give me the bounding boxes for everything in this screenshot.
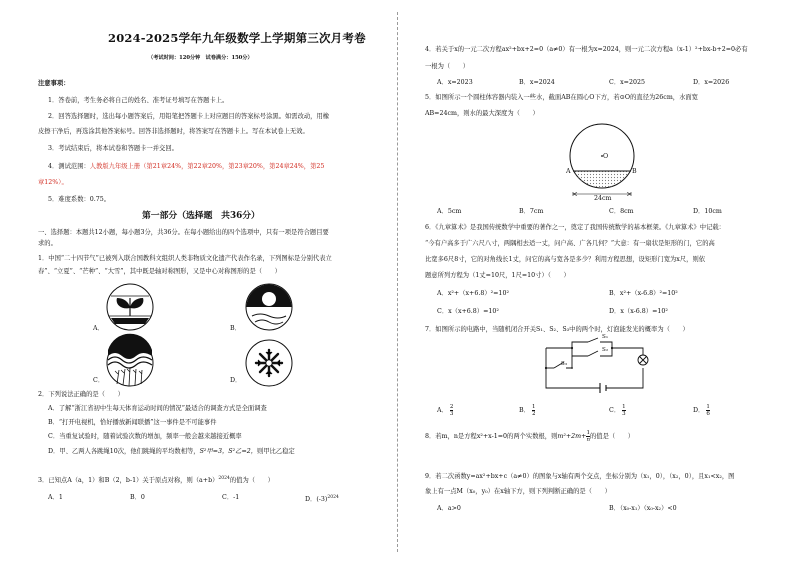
q5-circle-figure — [562, 122, 642, 202]
q2-option-d-post: 则甲比乙稳定 — [257, 448, 295, 455]
q7-option-d-fraction — [706, 404, 710, 417]
q7-option-a-num: 2 — [449, 404, 454, 410]
q7-option-c-num: 1 — [622, 404, 626, 410]
q1-option-d: D． — [230, 377, 242, 384]
note-2b: 皮擦干净后，再选涂其他答案标号。回答非选择题时，将答案写在答题卡上。写在本试卷上无效。 — [38, 128, 309, 135]
note-3: 3．考试结束后，将本试卷和答题卡一并交回。 — [48, 145, 178, 152]
notes-heading: 注意事项： — [38, 80, 70, 87]
q7-option-b-fraction — [532, 404, 536, 417]
q5-option-c: C．8cm — [609, 208, 634, 215]
q2-option-b: B．“打开电视机，恰好播放新闻联播”这一事件是不可能事件 — [48, 419, 217, 426]
q7-option-c-fraction — [622, 404, 626, 417]
part1-heading: 第一部分（选择题 共36分） — [142, 211, 260, 221]
q3-stem-main: 3．已知点A（a，1）和B（2，b-1）关于原点对称，则（a+b） — [38, 477, 219, 485]
q9-stem-2: 象上有一点M（x₀，y₀）在x轴下方，则下列判断正确的是（ ） — [425, 488, 611, 495]
note-4 — [48, 163, 324, 171]
note-4-range: 人教版九年级上册（第21章24%，第22章20%，第23章20%，第24章24%，第25 — [89, 163, 325, 170]
q6-option-a: A．x²+（x+6.8）²=10² — [437, 290, 509, 297]
q6-option-d: D．x（x-6.8）=10² — [609, 308, 668, 315]
q7-option-b-den: 2 — [531, 411, 536, 417]
q5-option-b: B．7cm — [519, 208, 544, 215]
q3-option-b: B．0 — [130, 494, 145, 501]
q5-stem-1: 5．如图所示一个圆柱体容器内装入一些水，截面AB在圆心O下方，若⊙O的直径为26cm，水面宽 — [425, 94, 698, 101]
q3-option-d-exp: 2024 — [327, 495, 339, 500]
column-divider — [397, 12, 398, 552]
q5-stem-2: AB=24cm，则水的最大深度为（ ） — [425, 110, 539, 117]
q7-option-a — [437, 404, 453, 417]
icon-lichun — [105, 282, 155, 332]
icon-daxue — [244, 338, 294, 388]
q7-option-c-den: 3 — [622, 411, 626, 417]
q9-stem-1: 9．若二次函数y=ax²+bx+c（a≠0）的图象与x轴有两个交点，坐标分别为（x₁，0），（x₂，0），且x₁<x₂，图 — [425, 473, 735, 480]
q9-option-a: A．a>0 — [437, 505, 461, 512]
q2-option-d — [48, 448, 295, 456]
part1-intro-1: 一、选择题：本题共12小题，每小题3分，共36分。在每小题给出的四个选项中，只有一项是符合题目要 — [38, 229, 329, 236]
q2-stem: 2．下列说法正确的是（ ） — [38, 391, 124, 398]
q9-option-b: B．（x₀-x₁）（x₀-x₂）<0 — [609, 505, 677, 512]
q2-option-a: A．了解“浙江省初中生每天体育运动时间的情况”最适合的调查方式是全面调查 — [48, 405, 267, 412]
q2-option-d-math: S²甲=3，S²乙=2， — [199, 448, 258, 455]
q7-option-a-den: 3 — [449, 411, 454, 417]
q3-option-d — [305, 494, 339, 504]
exam-title: 2024-2025学年九年级数学上学期第三次月考卷 — [108, 31, 366, 45]
q3-exponent: 2024 — [218, 476, 230, 481]
q7-option-d — [693, 404, 710, 417]
q7-option-d-num: 1 — [706, 404, 710, 410]
q3-option-a: A．1 — [48, 494, 63, 501]
q6-stem-2: “今有户高多于广六尺八寸，两隅相去适一丈，问户高、广各几何？”大意：有一扇状是矩形的门，它的高 — [425, 240, 715, 247]
q7-option-c — [609, 404, 626, 417]
note-4-prefix: 4．测试范围： — [48, 163, 90, 170]
q8-stem-post: 的值是（ ） — [589, 433, 635, 440]
q8-fraction-den: n — [586, 437, 590, 443]
q7-option-a-fraction — [450, 404, 454, 417]
q4-stem-2: 一根为（ ） — [425, 63, 470, 70]
q4-option-c: C．x=2025 — [609, 79, 645, 86]
q7-option-a-label: A． — [437, 407, 448, 414]
note-5: 5．难度系数：0.75。 — [48, 196, 111, 203]
q6-option-c: C．x（x+6.8）=10² — [437, 308, 499, 315]
q7-switch-s2: S₂ — [602, 347, 609, 353]
q7-circuit-figure — [542, 338, 647, 394]
q1-stem-1: 1．中国“二十四节气”已被列入联合国教科文组织人类非物质文化遗产代表作名录，下列图标是分别代表立 — [38, 255, 332, 262]
q8-fraction-num: 1 — [586, 430, 590, 436]
q8-stem-math: m²+2m+ — [557, 433, 587, 440]
q5-option-d: D．10cm — [693, 208, 722, 215]
q6-stem-1: 6．《九章算术》是我国传统数学中重要的著作之一，奠定了我国传统数学的基本框架。《九章算术》中记载： — [425, 224, 725, 231]
q5-label-a: A — [566, 168, 571, 175]
q5-label-width: 24cm — [594, 195, 612, 202]
q1-stem-2: 春”、“立夏”、“芒种”、“大雪”，其中既是轴对称图形，又是中心对称图形的是（ ） — [38, 268, 281, 275]
q8-stem-pre: 8．若m，n是方程x²+x-1=0的两个实数根，则 — [425, 433, 558, 440]
q5-option-a: A．5cm — [437, 208, 462, 215]
exam-subtitle: （考试时间：120分钟 试卷满分：150分） — [148, 55, 253, 61]
q1-option-c: C． — [93, 377, 105, 384]
q2-option-d-pre: D．甲、乙两人各跳绳10次，他们跳绳的平均数相等， — [48, 448, 200, 455]
q5-label-b: B — [632, 168, 637, 175]
q3-option-c: C．-1 — [222, 494, 240, 501]
note-4-range-cont: 章12%）。 — [38, 179, 68, 186]
q7-option-c-label: C． — [609, 407, 621, 414]
q4-option-a: A．x=2023 — [437, 79, 473, 86]
q4-option-d: D．x=2026 — [693, 79, 730, 86]
q7-option-d-den: 6 — [706, 411, 710, 417]
q7-switch-s3: S₃ — [561, 361, 568, 367]
q7-switch-s1: S₁ — [602, 334, 609, 340]
q1-option-b: B． — [230, 325, 241, 332]
q7-option-b-label: B． — [519, 407, 530, 414]
q4-option-b: B．x=2024 — [519, 79, 555, 86]
q1-option-a: A． — [93, 325, 104, 332]
icon-lixia — [244, 282, 294, 332]
q7-option-b-num: 1 — [531, 404, 536, 410]
q3-stem — [38, 475, 274, 485]
q5-label-o: O — [603, 153, 609, 160]
q6-stem-3: 比宽多6尺8寸，它的对角线长1丈，问它的高与宽各是多少？利用方程思想，设矩形门宽为x尺，则依 — [425, 256, 706, 263]
q8-stem — [425, 430, 634, 443]
icon-mangzhong — [105, 338, 155, 388]
q7-stem: 7．如图所示的电路中，当随机闭合开关S₁、S₂、S₃中的两个时，灯泡能发光的概率为（ ） — [425, 326, 689, 333]
q6-option-b: B．x²+（x-6.8）²=10² — [609, 290, 678, 297]
q6-stem-4: 题意所列方程为（1丈=10尺，1尺=10寸）（ ） — [425, 272, 570, 279]
q7-option-d-label: D． — [693, 407, 705, 414]
q2-option-c: C．当重复试验时，随着试验次数的增加，频率一般会越来越接近概率 — [48, 433, 242, 440]
q3-stem-end: 的值为（ ） — [229, 477, 274, 485]
note-1: 1．答卷前，考生务必将自己的姓名、准考证号填写在答题卡上。 — [48, 97, 229, 104]
q4-stem-1: 4．若关于x的一元二次方程ax²+bx+2=0（a≠0）有一根为x=2024，则一元二次方程a（x-1）²+bx-b+2=0必有 — [425, 46, 748, 53]
q3-option-d-base: D．(-3) — [305, 496, 328, 504]
part1-intro-2: 求的。 — [38, 240, 57, 247]
q7-option-b — [519, 404, 535, 417]
note-2a: 2．回答选择题时，选出每小题答案后，用铅笔把答题卡上对应题目的答案标号涂黑。如需改动，用橡 — [48, 113, 330, 120]
